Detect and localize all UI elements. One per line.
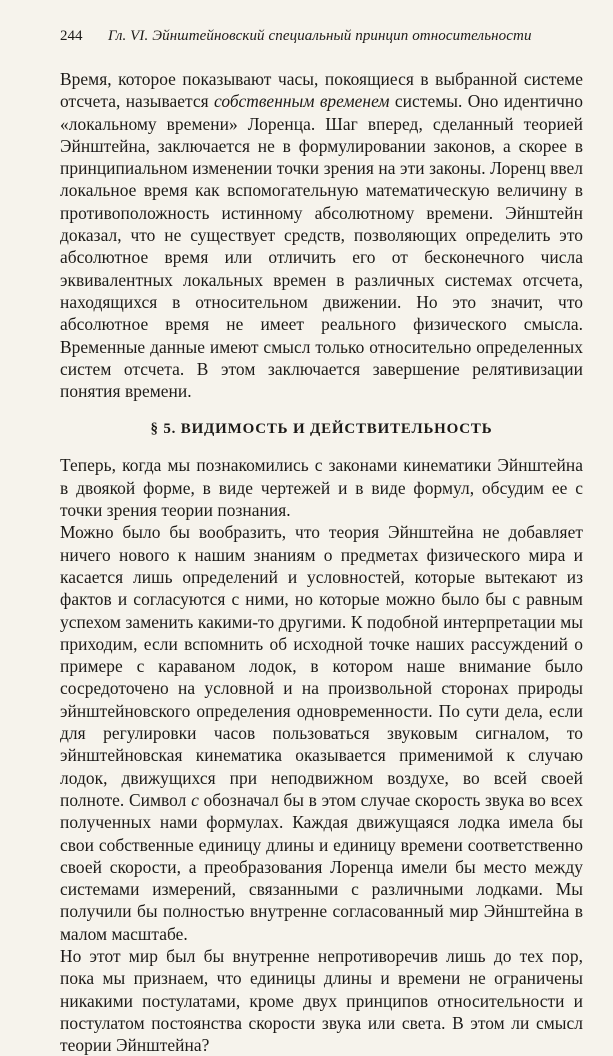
running-title: Гл. VI. Эйнштейновский специальный принцип относительности [108, 28, 532, 44]
speed-symbol: c [191, 789, 199, 810]
paragraph-3-text-b: обозначал бы в этом случае скорость звука во всех полученных нами формулах. Каждая движущаяся лодка имела бы свои собственные единицу длины и единицу времени соответственно своей скорости, а преобразования Лоренца имели бы место между системами измерений, связанными с различными лодками. Мы получили бы полностью внутренне согласованный мир Эйнштейна в малом масштабе. [60, 789, 583, 944]
page-number: 244 [60, 28, 83, 44]
paragraph-1-text-b: системы. Оно идентично «локальному времени» Лоренца. Шаг вперед, сделанный теорией Эйнштейна, заключается не в формулировании законов, а скорее в принципиальном изменении точки зрения на эти законы. Лоренц ввел локальное время как вспомогательную математическую величину в противоположность истинному абсолютному времени. Эйнштейн доказал, что не существует средств, позволяющих определить это абсолютное время или отличить его от бесконечного числа эквивалентных локальных времен в различных системах отсчета, находящихся в относительном движении. Но это значит, что абсолютное время не имеет реального физического смысла. Временные данные имеют смысл только относительно определенных систем отсчета. В этом заключается завершение релятивизации понятия времени. [60, 91, 583, 402]
paragraph-1 [60, 68, 583, 402]
paragraph-3 [60, 521, 583, 945]
emphasis-own-time: собственным временем [214, 91, 390, 112]
section-heading: § 5. ВИДИМОСТЬ И ДЕЙСТВИТЕЛЬНОСТЬ [150, 421, 493, 438]
paragraph-2: Теперь, когда мы познакомились с законами кинематики Эйнштейна в двоякой форме, в виде чертежей и в виде формул, обсудим ее с точки зрения теории познания. [60, 455, 583, 521]
paragraph-1-text-a: Время, которое показывают часы, покоящиеся в выбранной системе отсчета, называется [60, 69, 583, 112]
paragraph-3-text-a: Можно было бы вообразить, что теория Эйнштейна не добавляет ничего нового к нашим знаниям о предметах физического мира и касается лишь определений и условностей, которые вытекают из фактов и согласуются с ними, но которые можно было бы с равным успехом заменить какими-то другими. К подобной интерпретации мы приходим, если вспомнить об исходной точке наших рассуждений о примере с караваном лодок, в котором наше внимание было сосредоточено на условной и на произвольной сторонах природы эйнштейновского определения одновременности. По сути дела, если для регулировки часов пользоваться звуковым сигналом, то эйнштейновская кинематика оказывается применимой к случаю лодок, движущихся при неподвижном воздухе, во всей своей полноте. Символ [60, 522, 583, 810]
paragraph-4: Но этот мир был бы внутренне непротиворечив лишь до тех пор, пока мы признаем, что единицы длины и времени не ограничены никакими постулатами, кроме двух принципов относительности и постулатом постоянства скорости звука или света. В этом ли смысл теории Эйнштейна? [60, 945, 583, 1056]
running-header [60, 26, 583, 46]
